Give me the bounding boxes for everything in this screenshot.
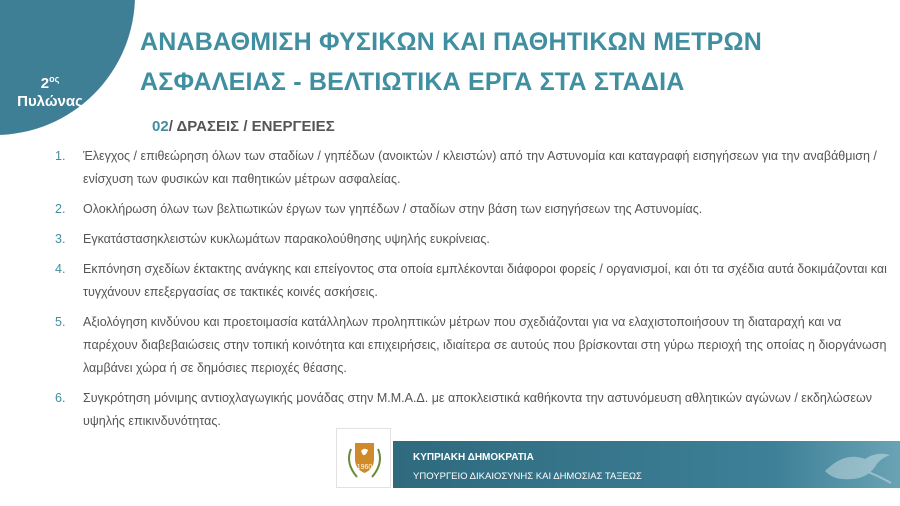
list-item bbox=[55, 228, 890, 251]
list-item-number: 3. bbox=[55, 232, 66, 246]
list-item-text: Εκπόνηση σχεδίων έκτακτης ανάγκης και επείγοντος στα οποία εμπλέκονται διάφοροι φορείς / οργανισμοί, και ότι τα σχέδια αυτά δοκιμάζονται και τυγχάνουν επεξεργασίας σε τακτικές κοινές ασκήσεις. bbox=[83, 262, 887, 299]
coat-of-arms-card bbox=[336, 428, 391, 488]
list-item bbox=[55, 387, 890, 433]
pillar-number: 2 bbox=[40, 75, 50, 92]
page-title bbox=[140, 22, 880, 102]
list-item-text: Εγκατάστασηκλειστών κυκλωμάτων παρακολούθησης υψηλής ευκρίνειας. bbox=[83, 232, 490, 246]
list-item-number: 2. bbox=[55, 202, 66, 216]
list-item-number: 5. bbox=[55, 315, 66, 329]
pillar-word: Πυλώνας bbox=[17, 93, 83, 110]
section-number: 02 bbox=[152, 118, 169, 135]
list-item-text: Αξιολόγηση κινδύνου και προετοιμασία κατάλληλων προληπτικών μέτρων που σχεδιάζονται για να ελαχιστοποιήσουν τη διαταραχή και να παρέχουν διαβεβαιώσεις στην τοπική κοινότητα και επιχειρήσεις, ιδιαίτερα σε αυτούς που βρίσκονται στη γύρω περιοχή της οποίας η διοργάνωση λαμβάνει χώρα ή σε δημόσιες περιοχές θέασης. bbox=[83, 315, 887, 375]
section-subtitle bbox=[152, 118, 335, 135]
list-item-text: Ολοκλήρωση όλων των βελτιωτικών έργων των γηπέδων / σταδίων στην βάση των εισηγήσεων της Αστυνομίας. bbox=[83, 202, 703, 216]
actions-list bbox=[55, 145, 890, 440]
list-item-number: 1. bbox=[55, 149, 66, 163]
list-item bbox=[55, 311, 890, 380]
page-title-line2: ΑΣΦΑΛΕΙΑΣ - ΒΕΛΤΙΩΤΙΚΑ ΕΡΓΑ ΣΤΑ ΣΤΑΔΙΑ bbox=[140, 68, 685, 96]
footer-ministry: ΥΠΟΥΡΓΕΙΟ ΔΙΚΑΙΟΣΥΝΗΣ ΚΑΙ ΔΗΜΟΣΙΑΣ ΤΑΞΕΩΣ bbox=[413, 471, 642, 482]
footer-band bbox=[393, 441, 900, 488]
footer-republic: ΚΥΠΡΙΑΚΗ ΔΗΜΟΚΡΑΤΙΑ bbox=[413, 452, 534, 463]
section-label: / ΔΡΑΣΕΙΣ / ΕΝΕΡΓΕΙΕΣ bbox=[168, 118, 335, 135]
list-item bbox=[55, 145, 890, 191]
cyprus-coat-of-arms-icon bbox=[337, 429, 392, 489]
dove-icon bbox=[805, 441, 900, 488]
pillar-badge bbox=[0, 0, 135, 135]
page-title-line1: ΑΝΑΒΑΘΜΙΣΗ ΦΥΣΙΚΩΝ ΚΑΙ ΠΑΘΗΤΙΚΩΝ ΜΕΤΡΩΝ bbox=[140, 28, 762, 56]
list-item-number: 4. bbox=[55, 262, 66, 276]
pillar-ordinal-suffix: ος bbox=[49, 74, 60, 84]
list-item bbox=[55, 258, 890, 304]
list-item-number: 6. bbox=[55, 391, 66, 405]
list-item-text: Συγκρότηση μόνιμης αντιοχλαγωγικής μονάδας στην Μ.Μ.Α.Δ. με αποκλειστικά καθήκοντα την αστυνόμευση αθλητικών αγώνων / εκδηλώσεων υψηλής επικινδυνότητας. bbox=[83, 391, 872, 428]
list-item-text: Έλεγχος / επιθεώρηση όλων των σταδίων / γηπέδων (ανοικτών / κλειστών) από την Αστυνομία και καταγραφή εισηγήσεων για την αναβάθμιση / ενίσχυση των φυσικών και παθητικών μέτρων ασφαλείας. bbox=[83, 149, 877, 186]
pillar-label bbox=[0, 70, 100, 111]
list-item bbox=[55, 198, 890, 221]
svg-text:1960: 1960 bbox=[356, 464, 373, 471]
